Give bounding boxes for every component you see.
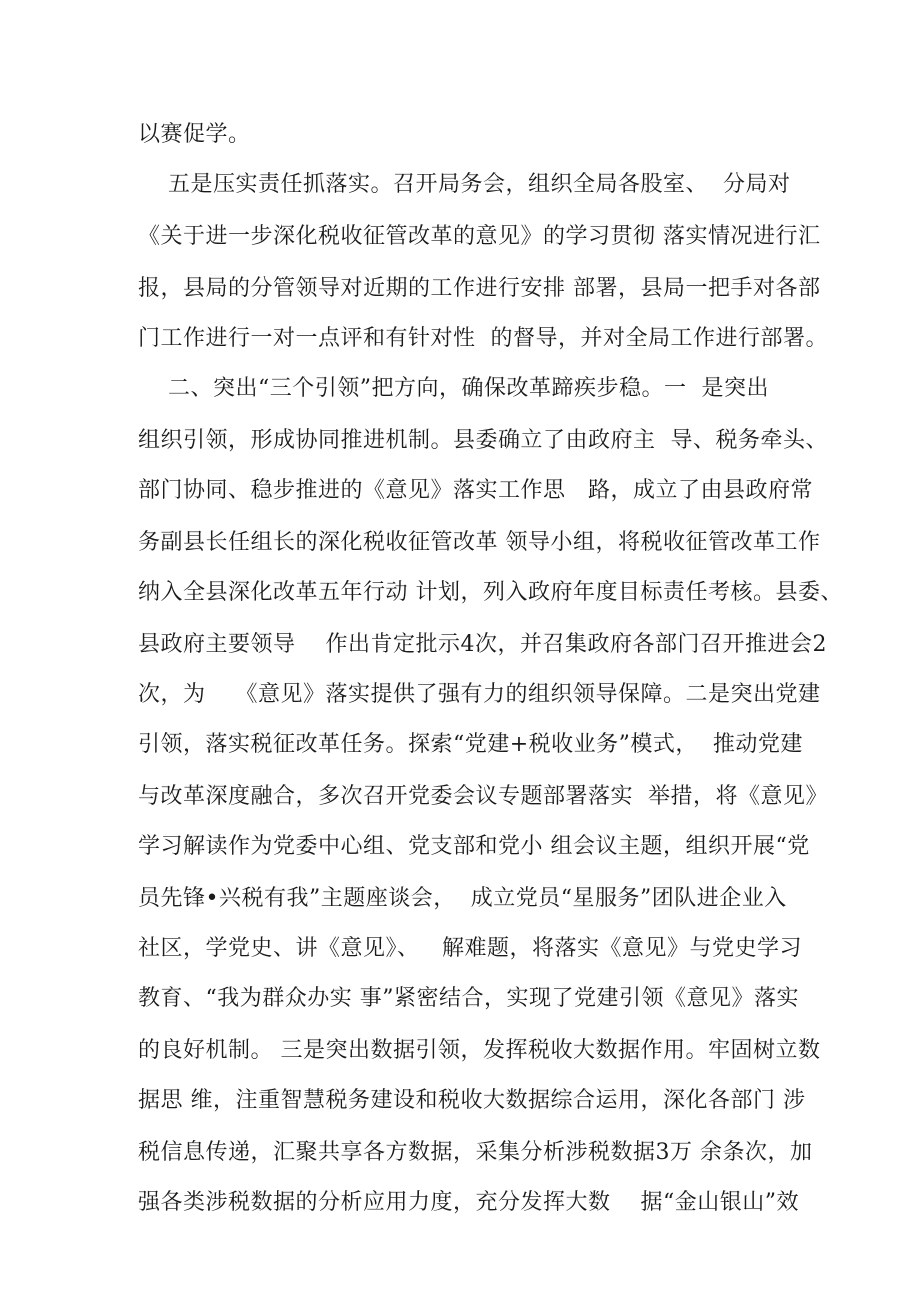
text-line-8: 部门协同、稳步推进的《意见》落实工作思 路，成立了由县政府常 <box>138 478 813 503</box>
text-line-15: 学习解读作为党委中心组、党支部和党小 组会议主题，组织开展“党 <box>138 834 810 859</box>
text-line-2: 五是压实责任抓落实。召开局务会，组织全局各股室、 分局对 <box>138 172 791 197</box>
text-line-20: 据思 维，注重智慧税务建设和税收大数据综合运用，深化各部门 涉 <box>138 1088 806 1113</box>
text-line-17: 社区，学党史、讲《意见》、 解难题，将落实《意见》与党史学习 <box>138 936 802 961</box>
text-line-10: 纳入全县深化改革五年行动 计划，列入政府年度目标责任考核。县委、 <box>138 580 843 605</box>
text-line-11: 县政府主要领导 作出肯定批示4次，并召集政府各部门召开推进会2 <box>138 632 827 657</box>
text-line-13: 引领，落实税征改革任务。探索“党建+税收业务”模式， 推动党建 <box>138 732 803 757</box>
text-line-9: 务副县长任组长的深化税收征管改革 领导小组，将税收征管改革工作 <box>138 530 821 555</box>
text-line-19: 的良好机制。 三是突出数据引领，发挥税收大数据作用。牢固树立数 <box>138 1038 821 1063</box>
text-line-7: 组织引领，形成协同推进机制。县委确立了由政府主 导、税务牵头、 <box>138 428 828 453</box>
text-line-22: 强各类涉税数据的分析应用力度，充分发挥大数 据“金山银山”效 <box>138 1190 799 1215</box>
text-line-18: 教育、“我为群众办实 事”紧密结合，实现了党建引领《意见》落实 <box>138 986 799 1011</box>
text-line-12: 次，为 《意见》落实提供了强有力的组织领导保障。二是突出党建 <box>138 682 821 707</box>
text-line-4: 报，县局的分管领导对近期的工作进行安排 部署，县局一把手对各部 <box>138 276 821 301</box>
text-line-6: 二、突出“三个引领”把方向，确保改革蹄疾步稳。一 是突出 <box>138 376 769 401</box>
text-line-16: 员先锋•兴税有我”主题座谈会， 成立党员“星服务”团队进企业入 <box>138 886 787 911</box>
text-line-5: 门工作进行一对一点评和有针对性 的督导，并对全局工作进行部署。 <box>138 326 828 351</box>
text-line-21: 税信息传递，汇聚共享各方数据，采集分析涉税数据3万 余条次，加 <box>138 1140 813 1165</box>
text-line-14: 与改革深度融合，多次召开党委会议专题部署落实 举措，将《意见》 <box>138 784 828 809</box>
text-line-1: 以赛促学。 <box>138 122 251 147</box>
text-line-3: 《关于进一步深化税收征管改革的意见》的学习贯彻 落实情况进行汇 <box>138 224 821 249</box>
